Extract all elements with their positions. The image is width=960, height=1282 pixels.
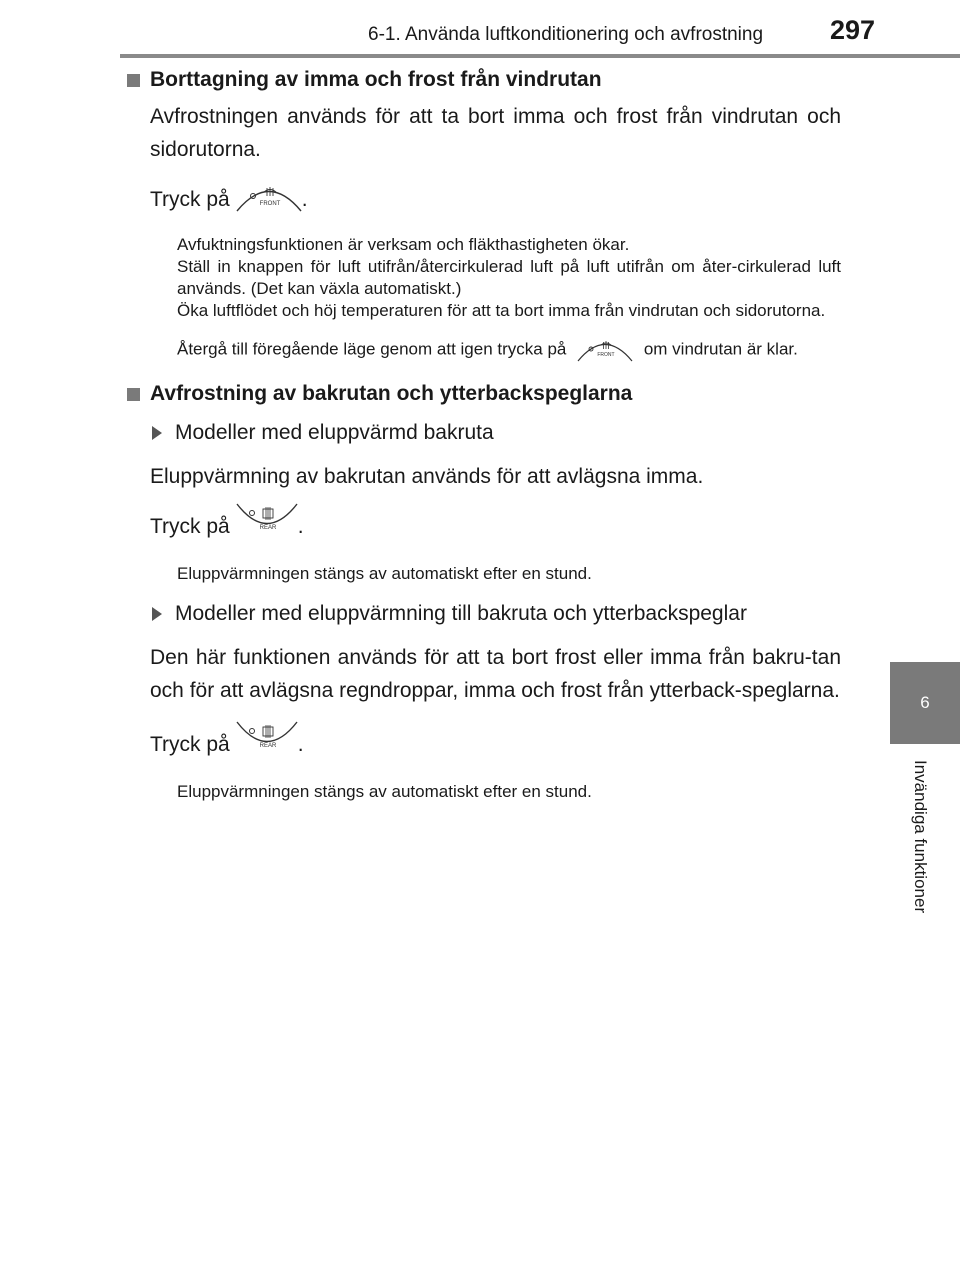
chapter-tab bbox=[890, 662, 960, 744]
section-body: Avfrostningen används för att ta bort imma och frost från vindrutan och sidorutorna. bbox=[150, 105, 841, 161]
header-rule bbox=[120, 54, 960, 58]
press-prefix: Tryck på bbox=[150, 732, 230, 756]
section-heading-front-defog bbox=[127, 68, 841, 92]
press-suffix: . bbox=[297, 514, 304, 538]
note-return-mode bbox=[177, 332, 841, 368]
square-bullet-icon bbox=[127, 74, 140, 87]
rear-button-label: REAR bbox=[259, 525, 277, 531]
front-button-label-small: FRONT bbox=[597, 352, 615, 358]
press-instruction bbox=[150, 721, 841, 767]
press-suffix: . bbox=[297, 732, 304, 756]
section-body: Eluppvärmning av bakrutan används för att avlägsna imma. bbox=[150, 465, 704, 488]
rear-defogger-button-icon bbox=[236, 503, 298, 549]
note-return-prefix: Återgå till föregående läge genom att igen trycka på bbox=[177, 339, 567, 359]
model-variant-title: Modeller med eluppvärmd bakruta bbox=[175, 421, 494, 444]
note-auto-off: Eluppvärmningen stängs av automatiskt efter en stund. bbox=[177, 782, 592, 801]
page-number: 297 bbox=[830, 15, 876, 45]
press-prefix: Tryck på bbox=[150, 514, 230, 538]
note-auto-off: Eluppvärmningen stängs av automatiskt efter en stund. bbox=[177, 564, 592, 583]
press-instruction bbox=[150, 176, 841, 222]
section-heading-rear-defog bbox=[127, 382, 841, 406]
front-button-label: FRONT bbox=[259, 201, 281, 207]
model-variant-rear-and-mirrors bbox=[152, 599, 841, 629]
press-suffix: . bbox=[301, 187, 308, 211]
chapter-number: 6 bbox=[920, 693, 930, 712]
front-defroster-button-icon bbox=[236, 176, 302, 222]
page-content bbox=[127, 66, 841, 803]
model-variant-rear-only bbox=[152, 418, 841, 448]
chapter-label: Invändiga funktioner bbox=[911, 760, 930, 914]
press-prefix: Tryck på bbox=[150, 187, 230, 211]
note-dehumidify: Avfuktningsfunktionen är verksam och fläkthastigheten ökar. bbox=[177, 235, 630, 254]
arrow-bullet-icon bbox=[152, 607, 162, 621]
model-variant-title: Modeller med eluppvärmning till bakruta och ytterbackspeglar bbox=[175, 602, 747, 625]
header-section-title: 6-1. Använda luftkonditionering och avfrostning bbox=[368, 24, 764, 45]
note-air-recirc: Ställ in knappen för luft utifrån/återcirkulerad luft på luft utifrån om åter-cirkulerad luft används. (Det kan växla automatiskt.) bbox=[177, 257, 841, 298]
press-instruction bbox=[150, 503, 841, 549]
square-bullet-icon bbox=[127, 388, 140, 401]
section-body: Den här funktionen används för att ta bort frost eller imma från bakru-tan och för att avlägsna regndroppar, imma och frost från ytterback-speglarna. bbox=[150, 646, 841, 702]
note-return-suffix: om vindrutan är klar. bbox=[643, 339, 798, 359]
rear-button-label: REAR bbox=[259, 743, 277, 749]
section-heading-text: Avfrostning av bakrutan och ytterbackspeglarna bbox=[150, 382, 633, 405]
note-airflow: Öka luftflödet och höj temperaturen för att ta bort imma från vindrutan och sidorutorna. bbox=[177, 301, 826, 320]
arrow-bullet-icon bbox=[152, 426, 162, 440]
section-heading-text: Borttagning av imma och frost från vindrutan bbox=[150, 68, 602, 91]
front-defroster-button-icon-small bbox=[577, 332, 633, 368]
rear-defogger-button-icon bbox=[236, 721, 298, 767]
